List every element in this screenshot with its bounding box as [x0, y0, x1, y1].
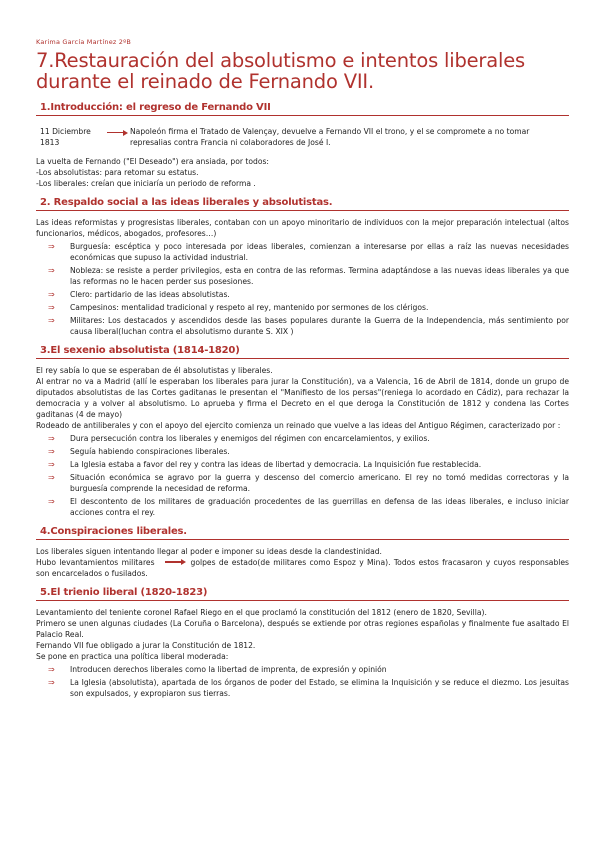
list-item — [48, 302, 569, 313]
paragraph: La vuelta de Fernando ("El Deseado") era ansiada, por todos: — [36, 157, 269, 166]
list-item — [48, 664, 569, 675]
list-item — [48, 459, 569, 470]
paragraph: Fernando VII fue obligado a jurar la Constitución de 1812. — [36, 641, 256, 650]
paragraph — [36, 557, 569, 579]
double-arrow-icon: ⇒ — [48, 473, 55, 482]
right-arrow-icon — [102, 126, 130, 133]
section-heading: 5.El trienio liberal (1820-1823) — [36, 587, 569, 601]
double-arrow-icon: ⇒ — [48, 242, 55, 251]
list-item-text: Seguía habiendo conspiraciones liberales. — [70, 447, 230, 456]
event-date: 11 Diciembre 1813 — [40, 127, 91, 147]
date-event-row — [40, 126, 569, 148]
list-item-text: Campesinos: mentalidad tradicional y respeto al rey, mantenido por sermones de los clérigos. — [70, 303, 429, 312]
paragraph: El rey sabía lo que se esperaban de él absolutistas y liberales. — [36, 366, 273, 375]
section-heading: 1.Introducción: el regreso de Fernando VII — [36, 102, 569, 116]
double-arrow-icon: ⇒ — [48, 303, 55, 312]
list-item-text: Burguesía: escéptica y poco interesada por ideas liberales, comienzan a interesarse por ellas a raíz las nuevas necesidades económicas que supuso la actividad industrial. — [70, 242, 569, 262]
section-trienio — [36, 587, 569, 699]
double-arrow-icon: ⇒ — [48, 447, 55, 456]
paragraph-part: Hubo levantamientos militares — [36, 558, 155, 567]
paragraph: Se pone en practica una política liberal moderada: — [36, 652, 229, 661]
section-heading: 4.Conspiraciones liberales. — [36, 526, 569, 540]
paragraph-part: golpes de estado(de militares como Espoz y Mina). Todos estos fracasaron y cuyos responsables son encarcelados o fusilados. — [36, 558, 569, 578]
arrow-list — [36, 433, 569, 518]
arrow-list — [36, 241, 569, 337]
paragraph: Las ideas reformistas y progresistas liberales, contaban con un apoyo minoritario de individuos con la mejor preparación intelectual (altos funcionarios, médicos, abogados, profesores…) — [36, 218, 569, 238]
double-arrow-icon: ⇒ — [48, 460, 55, 469]
list-item — [48, 315, 569, 337]
list-item — [48, 446, 569, 457]
double-arrow-icon: ⇒ — [48, 665, 55, 674]
list-item-text: Situación económica se agravo por la guerra y descenso del comercio americano. El rey no tomó medidas correctoras y la burguesía comprende la necesidad de reforma. — [70, 473, 569, 493]
list-item-text: La Iglesia (absolutista), apartada de los órganos de poder del Estado, se elimina la Inquisición y se reduce el diezmo. Los jesuitas son expulsados, y expropiaron sus tierras. — [70, 678, 569, 698]
section-heading: 2. Respaldo social a las ideas liberales y absolutistas. — [36, 197, 569, 211]
event-text: Napoleón firma el Tratado de Valençay, devuelve a Fernando VII el trono, y el se compromete a no tomar represalias contra Francia ni colaboradores de José I. — [130, 127, 530, 147]
arrow-list — [36, 664, 569, 699]
list-item — [48, 289, 569, 300]
double-arrow-icon: ⇒ — [48, 316, 55, 325]
list-item-text: Introducen derechos liberales como la libertad de imprenta, de expresión y opinión — [70, 665, 387, 674]
section-respaldo-social — [36, 197, 569, 337]
double-arrow-icon: ⇒ — [48, 497, 55, 506]
list-item — [48, 265, 569, 287]
paragraph: Levantamiento del teniente coronel Rafael Riego en el que proclamó la constitución del 1812 (enero de 1820, Sevilla). — [36, 608, 487, 617]
page-title: 7.Restauración del absolutismo e intentos liberales durante el reinado de Fernando VII. — [36, 49, 525, 93]
list-item-text: Dura persecución contra los liberales y enemigos del régimen con encarcelamientos, y exilios. — [70, 434, 430, 443]
list-item-text: Nobleza: se resiste a perder privilegios, esta en contra de las reformas. Termina adaptándose a las nuevas ideas liberales ya que las reformas no le hacen perder sus posesiones. — [70, 266, 569, 286]
section-heading: 3.El sexenio absolutista (1814-1820) — [36, 345, 569, 359]
section-sexenio — [36, 345, 569, 518]
double-arrow-icon: ⇒ — [48, 266, 55, 275]
right-arrow-icon — [165, 561, 183, 562]
paragraph: Los liberales siguen intentando llegar al poder e imponer su ideas desde la clandestinidad. — [36, 547, 382, 556]
list-item — [48, 433, 569, 444]
list-item-text: El descontento de los militares de graduación procedentes de las guerrillas en defensa de las ideas liberales, e incluso iniciar acciones contra el rey. — [70, 497, 569, 517]
paragraph: Rodeado de antiliberales y con el apoyo del ejercito comienza un reinado que vuelve a las ideas del Antiguo Régimen, caracterizado por : — [36, 421, 561, 430]
double-arrow-icon: ⇒ — [48, 290, 55, 299]
paragraph: -Los liberales: creían que iniciaría un periodo de reforma . — [36, 179, 256, 188]
paragraph: Primero se unen algunas ciudades (La Coruña o Barcelona), después se extiende por otras regiones españolas y finalmente fue asaltado El Palacio Real. — [36, 619, 569, 639]
author-line: Karima García Martínez 2ºB — [36, 38, 132, 46]
list-item — [48, 677, 569, 699]
double-arrow-icon: ⇒ — [48, 678, 55, 687]
list-item-text: Militares: Los destacados y ascendidos desde las bases populares durante la Guerra de la Independencia, más sentimiento por causa liberal(luchan contra el absolutismo durante S. XIX ) — [70, 316, 569, 336]
section-introduccion — [36, 102, 569, 189]
list-item-text: La Iglesia estaba a favor del rey y contra las ideas de libertad y democracia. La Inquisición fue restablecida. — [70, 460, 482, 469]
double-arrow-icon: ⇒ — [48, 434, 55, 443]
list-item — [48, 472, 569, 494]
list-item-text: Clero: partidario de las ideas absolutistas. — [70, 290, 230, 299]
list-item — [48, 496, 569, 518]
section-conspiraciones — [36, 526, 569, 579]
paragraph: Al entrar no va a Madrid (allí le esperaban los liberales para jurar la Constitución), va a Valencia, 16 de Abril de 1814, donde un grupo de diputados absolutistas de las Cortes gaditanas le presentan el "Manifiesto de los persas"(reniega lo acordado en Cádiz), para rechazar la democracia y a volver al absolutismo. Lo aprueba y firma el Decreto en el que deroga la Constitución de 1812 y condena las Cortes gaditanas (4 de mayo) — [36, 377, 569, 419]
paragraph: -Los absolutistas: para retomar su estatus. — [36, 168, 199, 177]
list-item — [48, 241, 569, 263]
